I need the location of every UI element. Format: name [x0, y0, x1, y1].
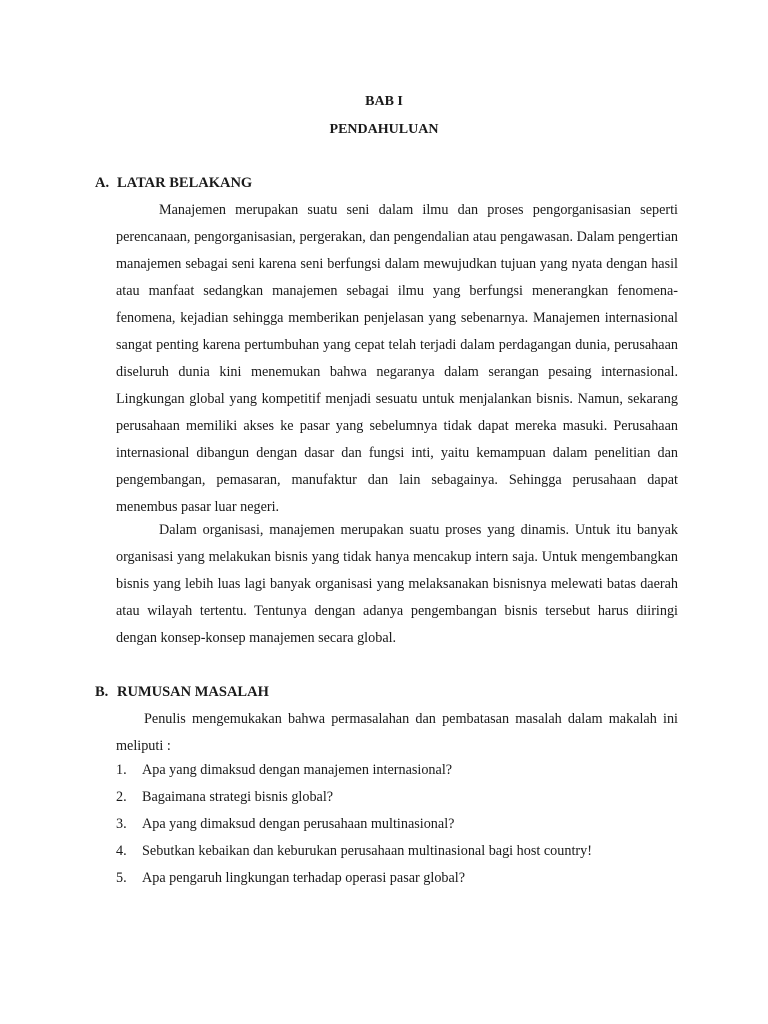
rumusan-masalah-intro: Penulis mengemukakan bahwa permasalahan dan pembatasan masalah dalam makalah ini meliputi :: [116, 711, 678, 754]
latar-belakang-paragraph-1: Manajemen merupakan suatu seni dalam ilmu dan proses pengorganisasian seperti perencanaan, pengorganisasian, pergerakan, dan pengendalian atau pengawasan. Dalam pengertian manajemen sebagai seni karena seni berfungsi dalam mewujudkan tujuan yang nyata dengan hasil atau manfaat sedangkan manajemen sebagai ilmu yang berfungsi menerangkan fenomena-fenomena, kejadian sehingga memberikan penjelasan yang sebenarnya. Manajemen internasional sangat penting karena pertumbuhan yang cepat telah terjadi dalam perdagangan dunia, perusahaan diseluruh dunia kini menemukan bahwa negaranya dalam serangan pesaing internasional. Lingkungan global yang kompetitif menjadi sesuatu untuk menjalankan bisnis. Namun, sekarang perusahaan memiliki akses ke pasar yang sebelumnya tidak dapat mereka masuki. Perusahaan internasional dibangun dengan dasar dan fungsi inti, yaitu kemampuan dalam penelitian dan pengembangan, pemasaran, manufaktur dan lain sebagainya. Sehingga perusahaan dapat menembus pasar luar negeri.: [116, 202, 678, 515]
section-b-title: RUMUSAN MASALAH: [117, 684, 269, 700]
list-text: Sebutkan kebaikan dan keburukan perusahaan multinasional bagi host country!: [142, 843, 592, 859]
list-item: [116, 838, 686, 865]
list-text: Apa pengaruh lingkungan terhadap operasi pasar global?: [142, 870, 466, 886]
list-item: [116, 811, 686, 838]
list-number: 2.: [116, 789, 127, 805]
section-a-title: LATAR BELAKANG: [117, 175, 253, 191]
section-b-heading: [95, 683, 269, 701]
list-item: [116, 784, 686, 811]
section-a-letter: A.: [95, 175, 110, 191]
list-number: 5.: [116, 870, 127, 886]
section-a-heading: [95, 174, 252, 192]
latar-belakang-paragraph-2: Dalam organisasi, manajemen merupakan suatu proses yang dinamis. Untuk itu banyak organisasi yang melakukan bisnis yang tidak hanya mencakup intern saja. Untuk mengembangkan bisnis yang lebih luas lagi banyak organisasi yang melaksanakan bisnisnya melewati batas daerah atau wilayah tertentu. Tentunya dengan adanya pengembangan bisnis tersebut harus diiringi dengan konsep-konsep manajemen secara global.: [116, 522, 678, 646]
list-text: Apa yang dimaksud dengan perusahaan multinasional?: [142, 816, 455, 832]
list-text: Bagaimana strategi bisnis global?: [142, 789, 334, 805]
list-number: 3.: [116, 816, 127, 832]
chapter-number: BAB I: [365, 94, 403, 109]
list-number: 1.: [116, 762, 127, 778]
chapter-title: PENDAHULUAN: [329, 122, 439, 137]
question-list: [116, 757, 686, 892]
section-b-letter: B.: [95, 684, 109, 700]
list-text: Apa yang dimaksud dengan manajemen internasional?: [142, 762, 453, 778]
list-item: [116, 757, 686, 784]
list-item: [116, 865, 686, 892]
list-number: 4.: [116, 843, 127, 859]
